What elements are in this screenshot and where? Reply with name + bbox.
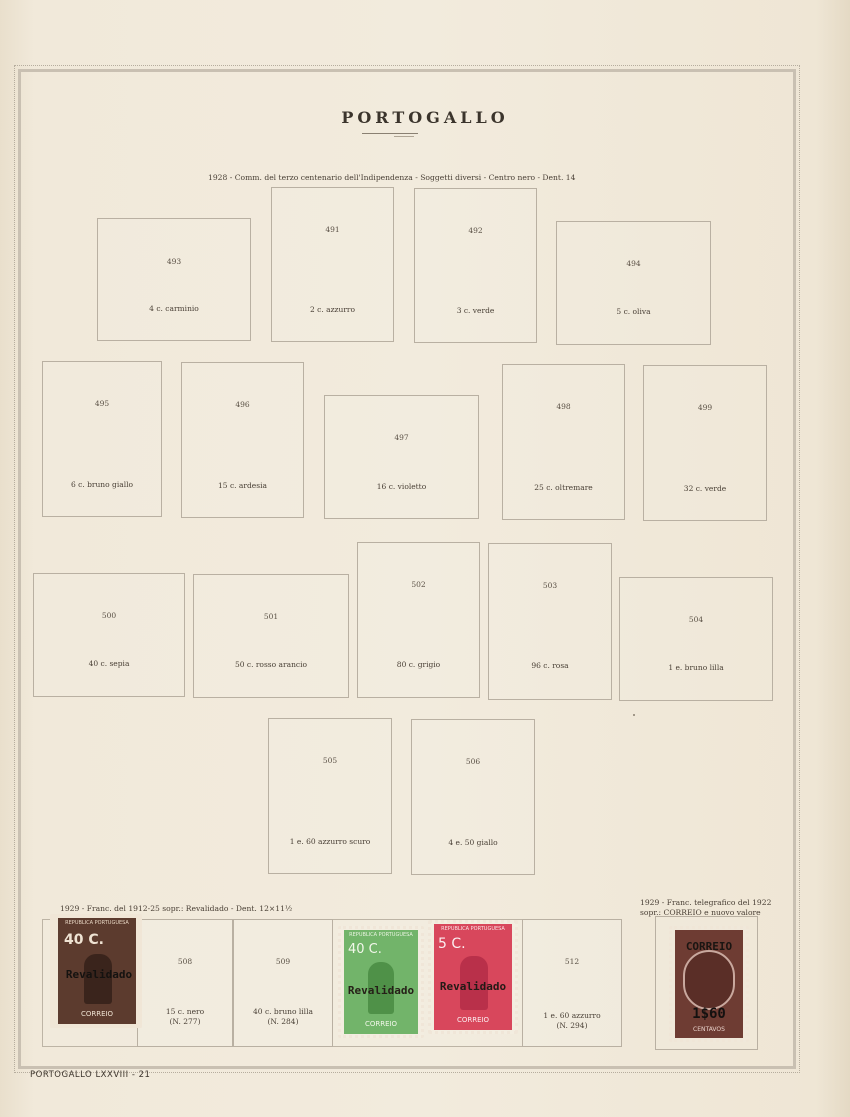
stamp-value: 1$60 — [692, 1006, 726, 1022]
series-caption-1928: 1928 - Comm. del terzo centenario dell'Indipendenza - Soggetti diversi - Centro nero - Dent. 14 — [208, 173, 576, 182]
catalog-number: 497 — [394, 433, 409, 442]
stamp-description: 40 c. sepia — [88, 659, 130, 668]
catalog-reference: (N. 277) — [169, 1017, 201, 1026]
catalog-number: 499 — [697, 403, 713, 412]
catalog-number: 512 — [564, 957, 580, 966]
stamp-box[interactable] — [522, 919, 622, 1047]
stamp-value: 40 C. — [64, 932, 104, 948]
stamp-box[interactable] — [97, 218, 251, 341]
stamp-description: 15 c. nero — [165, 1007, 205, 1016]
stamp-box[interactable] — [193, 574, 349, 698]
stamp-description: 50 c. rosso arancio — [234, 660, 308, 669]
catalog-number: 500 — [101, 611, 117, 620]
stamp-description: 15 c. ardesia — [218, 481, 267, 490]
stamp-description: 16 c. violetto — [376, 482, 427, 491]
stamp-description: 2 c. azzurro — [309, 305, 355, 314]
stamp-country: REPUBLICA PORTUGUESA — [65, 920, 129, 926]
stamp-bottom-text: CORREIO — [364, 1020, 398, 1028]
perforation — [669, 926, 749, 1042]
stamp-box[interactable] — [324, 395, 479, 519]
catalog-number: 493 — [166, 257, 182, 266]
perforation — [338, 926, 424, 1038]
catalog-number: 503 — [542, 581, 558, 590]
stamp-box[interactable] — [556, 221, 711, 345]
paper-spot — [633, 714, 635, 716]
catalog-number: 494 — [626, 259, 641, 268]
stamp-bottom-text: CORREIO — [456, 1016, 490, 1024]
stamp-description: 4 c. carminio — [149, 304, 199, 313]
catalog-number: 491 — [325, 225, 340, 234]
catalog-number: 505 — [322, 756, 338, 765]
catalog-number: 496 — [235, 400, 250, 409]
catalog-number: 506 — [465, 757, 481, 766]
stamp-bottom-text: CENTAVOS — [693, 1026, 725, 1033]
stamp-description: 4 e. 50 giallo — [448, 838, 498, 847]
catalog-number: 495 — [94, 399, 110, 408]
stamp-box[interactable] — [414, 188, 537, 343]
catalog-number: 502 — [411, 580, 426, 589]
page-title: PORTOGALLO — [341, 108, 509, 127]
series-caption-1929-revalidado: 1929 - Franc. del 1912-25 sopr.: Revalidado - Dent. 12×11½ — [60, 904, 293, 913]
stamp-country: REPUBLICA PORTUGUESA — [349, 932, 413, 938]
perforation — [428, 920, 518, 1034]
stamp-country: REPUBLICA PORTUGUESA — [441, 926, 505, 932]
stamp-overprint: Revalidado — [347, 984, 415, 997]
page-footer: PORTOGALLO LXXVIII - 21 — [30, 1070, 151, 1080]
stamp-box[interactable] — [33, 573, 185, 697]
stamp-description: 40 c. bruno lilla — [253, 1007, 313, 1016]
catalog-number: 509 — [275, 957, 291, 966]
stamp-description: 96 c. rosa — [531, 661, 569, 670]
stamp-box[interactable] — [42, 361, 162, 517]
stamp-box[interactable] — [137, 919, 233, 1047]
stamp-box[interactable] — [619, 577, 773, 701]
stamp-box[interactable] — [181, 362, 304, 518]
perforation — [50, 914, 142, 1028]
stamp-value: 40 C. — [348, 942, 382, 957]
series-caption-1929-telegrafico-2: sopr.: CORREIO e nuovo valore — [640, 908, 761, 917]
stamp-ceres-40c-brown[interactable] — [50, 914, 142, 1028]
catalog-reference: (N. 284) — [267, 1017, 299, 1026]
stamp-overprint: Revalidado — [439, 980, 507, 993]
stamp-box[interactable] — [502, 364, 625, 520]
catalog-number: 492 — [468, 226, 483, 235]
stamp-box[interactable] — [411, 719, 535, 875]
stamp-ceres-5c-red[interactable] — [428, 920, 518, 1034]
stamp-box[interactable] — [488, 543, 612, 700]
stamp-description: 5 c. oliva — [616, 307, 651, 316]
stamp-box[interactable] — [268, 718, 392, 874]
stamp-box[interactable] — [271, 187, 394, 342]
stamp-box[interactable] — [643, 365, 767, 521]
stamp-description: 3 c. verde — [456, 306, 495, 315]
series-caption-1929-telegrafico: 1929 - Franc. telegrafico del 1922 — [640, 898, 772, 907]
stamp-value: 5 C. — [438, 936, 466, 952]
catalog-number: 504 — [688, 615, 704, 624]
catalog-reference: (N. 294) — [556, 1021, 588, 1030]
title-underline — [362, 133, 418, 134]
stamp-box[interactable] — [233, 919, 333, 1047]
catalog-number: 498 — [556, 402, 571, 411]
stamp-description: 25 c. oltremare — [534, 483, 593, 492]
stamp-ceres-40c-green[interactable] — [338, 926, 424, 1038]
stamp-telegrafico-correio[interactable] — [669, 926, 749, 1042]
stamp-description: 6 c. bruno giallo — [70, 480, 134, 489]
stamp-description: 80 c. grigio — [396, 660, 441, 669]
stamp-description: 1 e. 60 azzurro — [543, 1011, 601, 1020]
stamp-description: 32 c. verde — [683, 484, 727, 493]
stamp-overprint: CORREIO — [685, 940, 733, 953]
stamp-description: 1 e. 60 azzurro scuro — [289, 837, 371, 846]
stamp-box[interactable] — [357, 542, 480, 698]
title-underline-small — [394, 136, 414, 137]
catalog-number: 501 — [263, 612, 279, 621]
stamp-bottom-text: CORREIO — [80, 1010, 114, 1018]
catalog-number: 508 — [177, 957, 193, 966]
stamp-overprint: Revalidado — [65, 968, 133, 981]
stamp-description: 1 e. bruno lilla — [668, 663, 724, 672]
